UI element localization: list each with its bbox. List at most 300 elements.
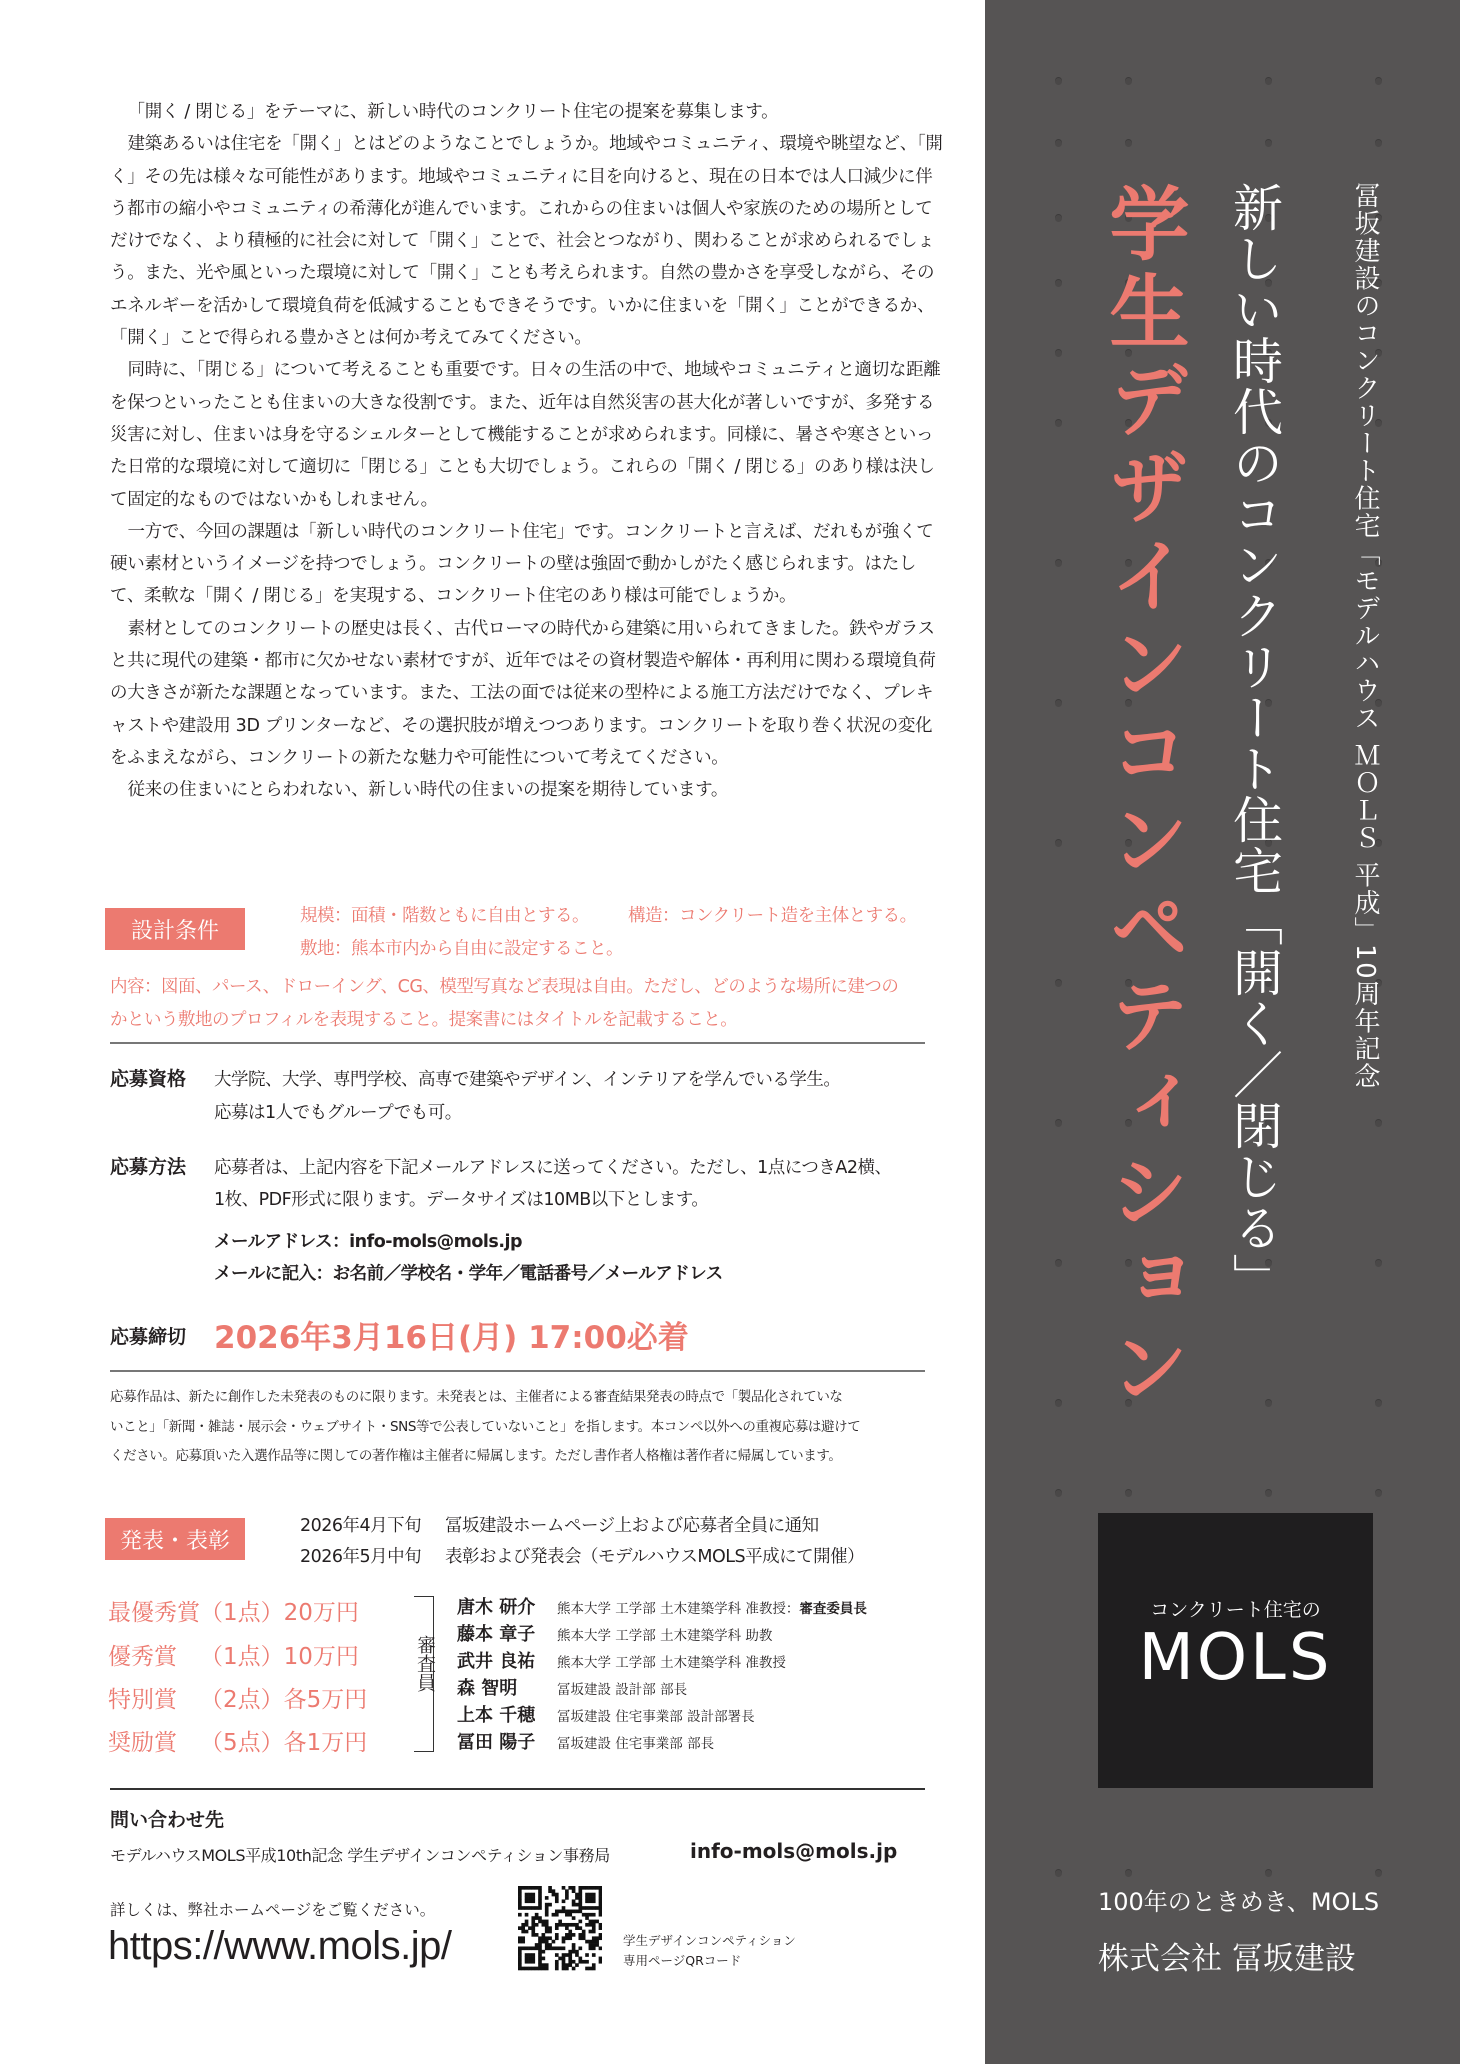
qr-module bbox=[562, 1899, 566, 1903]
qr-module bbox=[572, 1950, 576, 1954]
qr-module bbox=[555, 1899, 559, 1903]
qr-module bbox=[565, 1893, 569, 1897]
qr-module bbox=[528, 1957, 532, 1961]
qr-module bbox=[565, 1963, 569, 1967]
design-content: 内容：図面、パース、ドローイング、CG、模型写真など表現は自由。ただし、どのような場所に建つの bbox=[110, 977, 899, 997]
announce-date: 2026年4月下旬 bbox=[300, 1516, 422, 1536]
prize-name: 特別賞 bbox=[108, 1687, 177, 1713]
qr-module bbox=[552, 1946, 556, 1950]
qr-module bbox=[585, 1953, 589, 1957]
qr-module bbox=[568, 1923, 572, 1927]
qr-module bbox=[582, 1930, 586, 1934]
form-tie-dot bbox=[1055, 980, 1062, 987]
form-tie-dot bbox=[1055, 78, 1062, 85]
qr-module bbox=[585, 1923, 589, 1927]
qr-module bbox=[592, 1923, 596, 1927]
qr-module bbox=[548, 1936, 552, 1940]
qr-module bbox=[565, 1910, 569, 1914]
qr-module bbox=[572, 1923, 576, 1927]
qr-module bbox=[528, 1967, 532, 1971]
qr-module bbox=[599, 1889, 602, 1893]
qr-module bbox=[545, 1940, 549, 1944]
qr-module bbox=[518, 1950, 522, 1954]
form-tie-dot bbox=[1265, 1870, 1272, 1877]
qr-module bbox=[531, 1960, 535, 1964]
prize-name: 優秀賞 bbox=[108, 1644, 177, 1670]
website-url[interactable]: https://www.mols.jp/ bbox=[108, 1924, 452, 1968]
qr-module bbox=[545, 1913, 549, 1917]
qr-module bbox=[518, 1960, 522, 1964]
qr-module bbox=[562, 1906, 566, 1910]
qr-module bbox=[518, 1940, 522, 1944]
qr-module bbox=[562, 1886, 566, 1890]
qr-module bbox=[572, 1943, 576, 1947]
qr-module bbox=[572, 1889, 576, 1893]
deadline-label: 応募締切 bbox=[110, 1326, 187, 1348]
qr-module bbox=[535, 1886, 539, 1890]
form-tie-dot bbox=[1055, 1870, 1062, 1877]
jury-name: 森 智明 bbox=[457, 1678, 518, 1699]
jury-role: 冨坂建設 住宅事業部 部長 bbox=[557, 1736, 715, 1752]
notes bbox=[110, 1383, 860, 1472]
qr-module bbox=[578, 1933, 582, 1937]
qr-module bbox=[531, 1896, 535, 1900]
qr-module bbox=[545, 1920, 549, 1924]
qr-module bbox=[562, 1967, 566, 1971]
qr-module bbox=[592, 1913, 596, 1917]
qr-module bbox=[582, 1933, 586, 1937]
qr-module bbox=[538, 1963, 542, 1967]
method-email[interactable]: メールアドレス：info-mols@mols.jp bbox=[214, 1232, 522, 1252]
jury-name: 上本 千穂 bbox=[457, 1705, 536, 1726]
qr-module bbox=[531, 1893, 535, 1897]
design-content: かという敷地のプロフィルを表現すること。提案書にはタイトルを記載すること。 bbox=[110, 1010, 738, 1030]
contact-email[interactable]: info-mols@mols.jp bbox=[690, 1839, 898, 1863]
qr-module bbox=[521, 1946, 525, 1950]
qr-module bbox=[565, 1926, 569, 1930]
qr-module bbox=[578, 1920, 582, 1924]
qr-module bbox=[595, 1943, 599, 1947]
qr-module bbox=[535, 1916, 539, 1920]
intro-text bbox=[110, 96, 945, 807]
qr-module bbox=[531, 1957, 535, 1961]
note-line: ください。応募頂いた入選作品等に関しての著作権は主催者に帰属します。ただし書作者人格権は著作者に帰属しています。 bbox=[110, 1448, 842, 1464]
qr-module bbox=[548, 1930, 552, 1934]
qr-module bbox=[578, 1896, 582, 1900]
qr-module bbox=[599, 1936, 602, 1940]
qr-module bbox=[589, 1946, 593, 1950]
qr-module bbox=[521, 1967, 525, 1971]
qr-module bbox=[531, 1923, 535, 1927]
qr-module bbox=[599, 1903, 602, 1907]
qr-module bbox=[572, 1960, 576, 1964]
qr-module bbox=[592, 1940, 596, 1944]
qr-module bbox=[589, 1940, 593, 1944]
qr-module bbox=[531, 1916, 535, 1920]
jury-name: 冨田 陽子 bbox=[457, 1732, 536, 1753]
logo-small-text: コンクリート住宅の bbox=[1150, 1599, 1321, 1621]
qr-module bbox=[572, 1946, 576, 1950]
form-tie-dot bbox=[1265, 1490, 1272, 1497]
qr-module bbox=[599, 1957, 602, 1961]
qr-module bbox=[585, 1940, 589, 1944]
qr-module bbox=[592, 1946, 596, 1950]
jury-role: 冨坂建設 住宅事業部 設計部署長 bbox=[557, 1709, 755, 1725]
intro-paragraph: 建築あるいは住宅を「開く」とはどのようなことでしょうか。地域やコミュニティ、環境や眺望など、「開く」その先は様々な可能性があります。地域やコミュニティに目を向けると、現在の日本では人口減少に伴う都市の縮小やコミュニティの希薄化が進んでいます。これからの住まいは個人や家族のための場所としてだけでなく、より積極的に社会に対して「開く」ことで、社会とつながり、関わることが求められるでしょう。また、光や風といった環境に対して「開く」ことも考えられます。自然の豊かさを享受しながら、そのエネルギーを活かして環境負荷を低減することもできそうです。いかに住まいを「開く」ことができるか、「開く」ことで得られる豊かさとは何か考えてみてください。 bbox=[110, 134, 943, 349]
qr-module bbox=[525, 1953, 529, 1957]
qr-module bbox=[521, 1926, 525, 1930]
design-scale: 規模：面積・階数ともに自由とする。 bbox=[300, 906, 589, 926]
logo-text: MOLS bbox=[1138, 1621, 1333, 1695]
qr-module bbox=[592, 1893, 596, 1897]
qr-module bbox=[518, 1957, 522, 1961]
qr-module bbox=[578, 1899, 582, 1903]
qr-module bbox=[592, 1967, 596, 1971]
qr-module bbox=[545, 1906, 549, 1910]
prize-item bbox=[108, 1594, 359, 1627]
jury-label: 審査員 bbox=[414, 1635, 436, 1692]
qr-module bbox=[599, 1946, 602, 1950]
tagline: 100年のときめき、MOLS bbox=[1098, 1888, 1380, 1916]
prize-amount: 各1万円 bbox=[283, 1730, 368, 1756]
method-text: 1枚、PDF形式に限ります。データサイズは10MB以下とします。 bbox=[214, 1190, 709, 1210]
qr-module bbox=[538, 1903, 542, 1907]
eligibility-text: 応募は1人でもグループでも可。 bbox=[214, 1103, 462, 1123]
qr-module bbox=[545, 1926, 549, 1930]
form-tie-dot bbox=[1055, 700, 1062, 707]
divider bbox=[110, 1042, 925, 1044]
form-tie-dot bbox=[1375, 1400, 1382, 1407]
qr-module bbox=[599, 1910, 602, 1914]
form-tie-dot bbox=[1375, 1490, 1382, 1497]
qr-module bbox=[568, 1913, 572, 1917]
qr-module bbox=[538, 1936, 542, 1940]
jury-role: 冨坂建設 設計部 部長 bbox=[557, 1682, 688, 1698]
form-tie-dot bbox=[1055, 1490, 1062, 1497]
qr-module bbox=[585, 1967, 589, 1971]
qr-code[interactable] bbox=[518, 1886, 602, 1971]
qr-module bbox=[518, 1886, 522, 1890]
qr-module bbox=[542, 1936, 546, 1940]
qr-module bbox=[575, 1893, 579, 1897]
qr-module bbox=[521, 1923, 525, 1927]
qr-module bbox=[525, 1906, 529, 1910]
qr-module bbox=[518, 1926, 522, 1930]
qr-module bbox=[518, 1953, 522, 1957]
intro-paragraph: 一方で、今回の課題は「新しい時代のコンクリート住宅」です。コンクリートと言えば、だれもが強くて硬い素材というイメージを持つでしょう。コンクリートの壁は強固で動かしがたく感じられます。はたして、柔軟な「開く / 閉じる」を実現する、コンクリート住宅のあり様は可能でしょうか。 bbox=[110, 521, 934, 607]
prize-amount: 10万円 bbox=[283, 1644, 359, 1670]
form-tie-dot bbox=[1055, 215, 1062, 222]
announce-label: 発表・表彰 bbox=[105, 1518, 245, 1560]
qr-module bbox=[525, 1930, 529, 1934]
qr-module bbox=[525, 1913, 529, 1917]
qr-module bbox=[575, 1950, 579, 1954]
qr-module bbox=[589, 1899, 593, 1903]
qr-module bbox=[518, 1896, 522, 1900]
qr-module bbox=[592, 1953, 596, 1957]
qr-module bbox=[528, 1896, 532, 1900]
main-title: 学生デザインコンペティション bbox=[1096, 182, 1189, 1414]
qr-module bbox=[568, 1950, 572, 1954]
qr-module bbox=[558, 1920, 562, 1924]
qr-module bbox=[562, 1963, 566, 1967]
qr-module bbox=[538, 1889, 542, 1893]
mols-logo bbox=[1098, 1513, 1373, 1788]
qr-module bbox=[578, 1893, 582, 1897]
jury-role bbox=[557, 1597, 867, 1617]
qr-module bbox=[568, 1953, 572, 1957]
qr-module bbox=[568, 1933, 572, 1937]
qr-module bbox=[555, 1946, 559, 1950]
qr-module bbox=[525, 1967, 529, 1971]
qr-module bbox=[572, 1933, 576, 1937]
jury-name: 唐木 研介 bbox=[457, 1597, 536, 1618]
qr-module bbox=[578, 1957, 582, 1961]
qr-module bbox=[565, 1923, 569, 1927]
intro-paragraph: 素材としてのコンクリートの歴史は長く、古代ローマの時代から建築に用いられてきました。鉄やガラスと共に現代の建築・都市に欠かせない素材ですが、近年ではその資材製造や解体・再利用に関わる環境負荷の大きさが新たな課題となっています。また、工法の面では従来の型枠による施工方法だけでなく、プレキャストや建設用 3D プリンターなど、その選択肢が増えつつあります。コンクリートを取り巻く状況の変化をふまえながら、コンクリートの新たな魅力や可能性について考えてください。 bbox=[110, 618, 936, 768]
qr-module bbox=[582, 1960, 586, 1964]
design-site: 敷地：熊本市内から自由に設定すること。 bbox=[300, 939, 623, 959]
qr-module bbox=[552, 1913, 556, 1917]
qr-module bbox=[552, 1893, 556, 1897]
qr-module bbox=[528, 1886, 532, 1890]
qr-module bbox=[548, 1886, 552, 1890]
qr-module bbox=[535, 1933, 539, 1937]
qr-module bbox=[585, 1916, 589, 1920]
qr-module bbox=[585, 1960, 589, 1964]
form-tie-dot bbox=[1265, 140, 1272, 147]
design-structure: 構造：コンクリート造を主体とする。 bbox=[628, 906, 917, 926]
qr-module bbox=[572, 1886, 576, 1890]
qr-module bbox=[592, 1906, 596, 1910]
qr-module bbox=[545, 1903, 549, 1907]
qr-module bbox=[578, 1946, 582, 1950]
jury-role: 熊本大学 工学部 土木建築学科 准教授 bbox=[557, 1655, 786, 1671]
eligibility-label: 応募資格 bbox=[110, 1068, 187, 1090]
intro-paragraph: 「開く / 閉じる」をテーマに、新しい時代のコンクリート住宅の提案を募集します。 bbox=[127, 102, 779, 122]
qr-module bbox=[525, 1886, 529, 1890]
qr-module bbox=[528, 1899, 532, 1903]
form-tie-dot bbox=[1125, 1490, 1132, 1497]
form-tie-dot bbox=[1055, 560, 1062, 567]
prize-amount: 20万円 bbox=[283, 1600, 359, 1626]
qr-module bbox=[538, 1957, 542, 1961]
qr-module bbox=[599, 1923, 602, 1927]
qr-module bbox=[538, 1960, 542, 1964]
jury-role: 熊本大学 工学部 土木建築学科 助教 bbox=[557, 1628, 773, 1644]
qr-module bbox=[555, 1963, 559, 1967]
qr-module bbox=[575, 1926, 579, 1930]
qr-module bbox=[538, 1886, 542, 1890]
qr-module bbox=[542, 1940, 546, 1944]
qr-module bbox=[599, 1926, 602, 1930]
qr-module bbox=[542, 1923, 546, 1927]
qr-module bbox=[538, 1946, 542, 1950]
form-tie-dot bbox=[1125, 1870, 1132, 1877]
form-tie-dot bbox=[1055, 840, 1062, 847]
qr-module bbox=[545, 1930, 549, 1934]
qr-module bbox=[589, 1923, 593, 1927]
qr-module bbox=[521, 1886, 525, 1890]
qr-module bbox=[599, 1893, 602, 1897]
qr-module bbox=[565, 1896, 569, 1900]
form-tie-dot bbox=[1055, 280, 1062, 287]
qr-module bbox=[542, 1963, 546, 1967]
method-label: 応募方法 bbox=[110, 1156, 187, 1178]
qr-module bbox=[548, 1926, 552, 1930]
qr-module bbox=[538, 1916, 542, 1920]
qr-module bbox=[518, 1946, 522, 1950]
qr-module bbox=[592, 1943, 596, 1947]
qr-module bbox=[545, 1963, 549, 1967]
qr-module bbox=[589, 1967, 593, 1971]
qr-module bbox=[592, 1930, 596, 1934]
form-tie-dot bbox=[1125, 140, 1132, 147]
qr-module bbox=[582, 1886, 586, 1890]
intro-paragraph: 同時に、「閉じる」について考えることも重要です。日々の生活の中で、地域やコミュニティと適切な距離を保つといったことも住まいの大きな役割です。また、近年は自然災害の甚大化が著しいですが、多発する災害に対し、住まいは身を守るシェルターとして機能することが求められます。同様に、暑さや寒さといった日常的な環境に対して適切に「閉じる」ことも大切でしょう。これらの「開く / 閉じる」のあり様は決して固定的なものではないかもしれません。 bbox=[110, 360, 941, 510]
qr-module bbox=[542, 1957, 546, 1961]
qr-module bbox=[592, 1899, 596, 1903]
qr-module bbox=[565, 1889, 569, 1893]
qr-module bbox=[558, 1946, 562, 1950]
qr-module bbox=[518, 1893, 522, 1897]
qr-module bbox=[582, 1913, 586, 1917]
qr-module bbox=[578, 1906, 582, 1910]
prize-count: （1点） bbox=[200, 1600, 284, 1626]
qr-module bbox=[595, 1940, 599, 1944]
qr-module bbox=[528, 1946, 532, 1950]
headline: 新しい時代のコンクリート住宅「開く／閉じる」 bbox=[1225, 182, 1283, 1304]
qr-module bbox=[538, 1943, 542, 1947]
qr-module bbox=[535, 1946, 539, 1950]
qr-module bbox=[572, 1967, 576, 1971]
qr-module bbox=[565, 1913, 569, 1917]
qr-module bbox=[572, 1916, 576, 1920]
qr-module bbox=[538, 1920, 542, 1924]
qr-module bbox=[531, 1946, 535, 1950]
announce-text: 表彰および発表会（モデルハウスMOLS平成にて開催） bbox=[445, 1547, 865, 1567]
qr-module bbox=[518, 1963, 522, 1967]
qr-module bbox=[585, 1906, 589, 1910]
qr-module bbox=[548, 1889, 552, 1893]
qr-module bbox=[578, 1926, 582, 1930]
form-tie-dot bbox=[1125, 78, 1132, 85]
qr-module bbox=[528, 1953, 532, 1957]
qr-module bbox=[589, 1920, 593, 1924]
qr-module bbox=[521, 1906, 525, 1910]
qr-module bbox=[538, 1906, 542, 1910]
form-tie-dot bbox=[1375, 140, 1382, 147]
qr-module bbox=[589, 1886, 593, 1890]
qr-module bbox=[572, 1899, 576, 1903]
qr-module bbox=[548, 1943, 552, 1947]
qr-module bbox=[562, 1957, 566, 1961]
qr-module bbox=[521, 1930, 525, 1934]
qr-module bbox=[525, 1920, 529, 1924]
qr-module bbox=[589, 1893, 593, 1897]
qr-module bbox=[592, 1920, 596, 1924]
qr-module bbox=[565, 1933, 569, 1937]
form-tie-dot bbox=[1055, 1260, 1062, 1267]
prize-amount: 各5万円 bbox=[283, 1687, 368, 1713]
qr-module bbox=[562, 1953, 566, 1957]
prize-name: 最優秀賞 bbox=[108, 1600, 200, 1626]
qr-module bbox=[555, 1967, 559, 1971]
form-tie-dot bbox=[1375, 78, 1382, 85]
qr-module bbox=[531, 1953, 535, 1957]
qr-module bbox=[552, 1889, 556, 1893]
qr-module bbox=[545, 1967, 549, 1971]
qr-module bbox=[535, 1913, 539, 1917]
method-text: 応募者は、上記内容を下記メールアドレスに送ってください。ただし、1点につきA2横、 bbox=[214, 1158, 892, 1178]
form-tie-dot bbox=[1055, 350, 1062, 357]
contact-label: 問い合わせ先 bbox=[110, 1809, 225, 1831]
qr-caption bbox=[623, 1931, 796, 1971]
qr-module bbox=[518, 1936, 522, 1940]
qr-module bbox=[575, 1910, 579, 1914]
qr-module bbox=[582, 1906, 586, 1910]
qr-module bbox=[548, 1946, 552, 1950]
qr-module bbox=[518, 1913, 522, 1917]
qr-module bbox=[558, 1910, 562, 1914]
qr-module bbox=[538, 1899, 542, 1903]
qr-module bbox=[545, 1910, 549, 1914]
qr-module bbox=[518, 1906, 522, 1910]
note-line: いこと」「新聞・雑誌・展示会・ウェブサイト・SNS等で公表していないこと」を指します。本コンペ以外への重複応募は避けて bbox=[110, 1418, 861, 1435]
qr-module bbox=[542, 1920, 546, 1924]
jury-name: 武井 良祐 bbox=[457, 1651, 536, 1672]
qr-module bbox=[562, 1910, 566, 1914]
qr-module bbox=[595, 1886, 599, 1890]
design-conditions-label: 設計条件 bbox=[105, 908, 245, 950]
intro-paragraph: 従来の住まいにとらわれない、新しい時代の住まいの提案を期待しています。 bbox=[127, 780, 729, 801]
qr-module bbox=[531, 1933, 535, 1937]
qr-module bbox=[578, 1889, 582, 1893]
qr-module bbox=[589, 1906, 593, 1910]
qr-module bbox=[542, 1967, 546, 1971]
qr-module bbox=[585, 1913, 589, 1917]
qr-module bbox=[565, 1936, 569, 1940]
qr-module bbox=[555, 1953, 559, 1957]
qr-module bbox=[568, 1936, 572, 1940]
qr-module bbox=[599, 1933, 602, 1937]
form-tie-dot bbox=[1265, 78, 1272, 85]
qr-module bbox=[531, 1920, 535, 1924]
jury-role-text: 熊本大学 工学部 土木建築学科 准教授： bbox=[557, 1601, 800, 1617]
qr-module bbox=[568, 1910, 572, 1914]
qr-module bbox=[599, 1899, 602, 1903]
divider bbox=[110, 1788, 925, 1790]
qr-module bbox=[535, 1906, 539, 1910]
prize-count: （1点） bbox=[200, 1644, 284, 1670]
form-tie-dot bbox=[1265, 1400, 1272, 1407]
qr-module bbox=[545, 1946, 549, 1950]
form-tie-dot bbox=[1055, 1120, 1062, 1127]
qr-module bbox=[582, 1936, 586, 1940]
qr-module bbox=[599, 1906, 602, 1910]
deadline-value: 2026年3月16日(月) 17:00必着 bbox=[214, 1320, 689, 1356]
qr-module bbox=[545, 1943, 549, 1947]
qr-module bbox=[528, 1893, 532, 1897]
qr-module bbox=[589, 1930, 593, 1934]
qr-module bbox=[558, 1957, 562, 1961]
qr-module bbox=[595, 1936, 599, 1940]
company-name: 株式会社 冨坂建設 bbox=[1098, 1941, 1356, 1977]
qr-module bbox=[531, 1886, 535, 1890]
qr-caption-line: 専用ページQRコード bbox=[623, 1953, 742, 1968]
prize-item bbox=[108, 1638, 359, 1671]
announce-date: 2026年5月中旬 bbox=[300, 1547, 422, 1567]
